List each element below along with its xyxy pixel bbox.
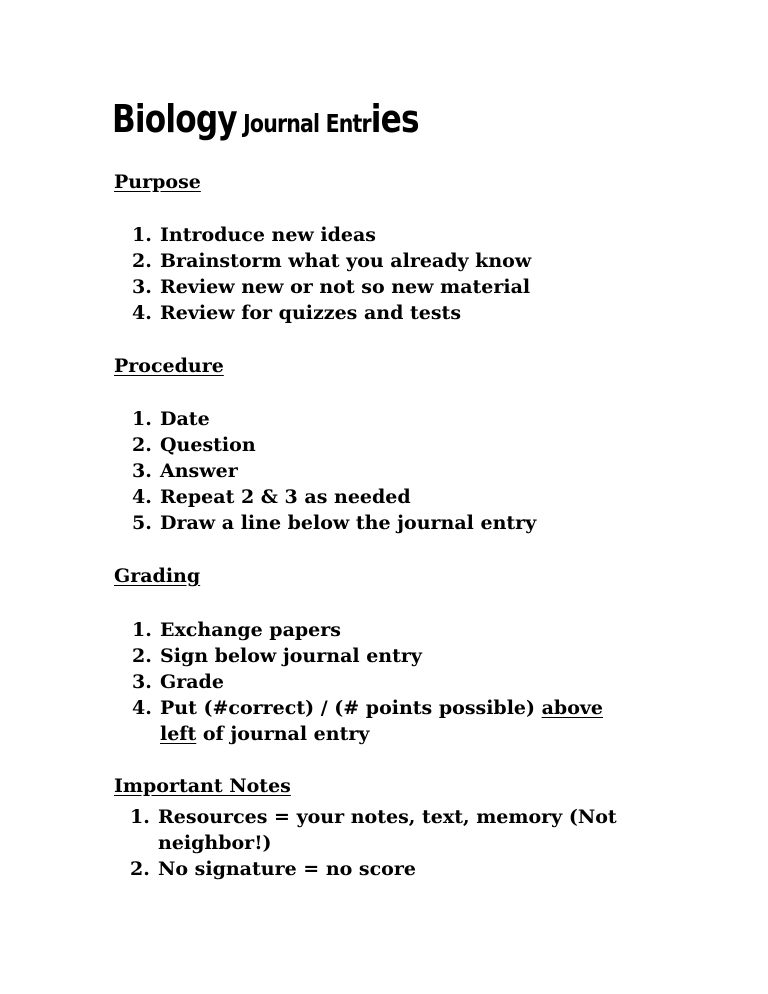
underlined-above: above — [541, 697, 604, 719]
list-item: 3. Grade — [132, 671, 224, 693]
title-ies: ies — [370, 97, 419, 141]
purpose-heading: Purpose — [114, 171, 201, 193]
notes-list — [130, 804, 617, 882]
purpose-list — [132, 222, 531, 326]
procedure-list — [132, 406, 536, 536]
underlined-left: left — [160, 723, 197, 745]
list-item: 2. Sign below journal entry — [132, 645, 422, 667]
list-item: 3. Review new or not so new material — [132, 276, 531, 298]
list-item: 4. Review for quizzes and tests — [132, 302, 462, 324]
list-item: 4. Put (#correct) / (# points possible) above left of journal entry — [132, 697, 604, 745]
title-journal-entr: Journal Entr — [236, 109, 371, 138]
list-item: 1. Exchange papers — [132, 619, 341, 641]
list-item: 1. Introduce new ideas — [132, 224, 377, 246]
list-item: 5. Draw a line below the journal entry — [132, 512, 537, 534]
list-item: 4. Repeat 2 & 3 as needed — [132, 486, 411, 508]
procedure-heading: Procedure — [114, 355, 224, 377]
list-item: 2. No signature = no score — [130, 858, 416, 880]
grading-heading: Grading — [114, 565, 201, 587]
title-biology: Biology — [112, 97, 237, 141]
list-item: 2. Brainstorm what you already know — [132, 250, 532, 272]
list-item: 1. Resources = your notes, text, memory (Not neighbor!) — [130, 806, 617, 854]
notes-heading: Important Notes — [114, 775, 291, 797]
list-item: 1. Date — [132, 408, 210, 430]
list-item: 2. Question — [132, 434, 256, 456]
list-item: 3. Answer — [132, 460, 238, 482]
page-title — [112, 97, 419, 141]
grading-list — [132, 617, 603, 747]
